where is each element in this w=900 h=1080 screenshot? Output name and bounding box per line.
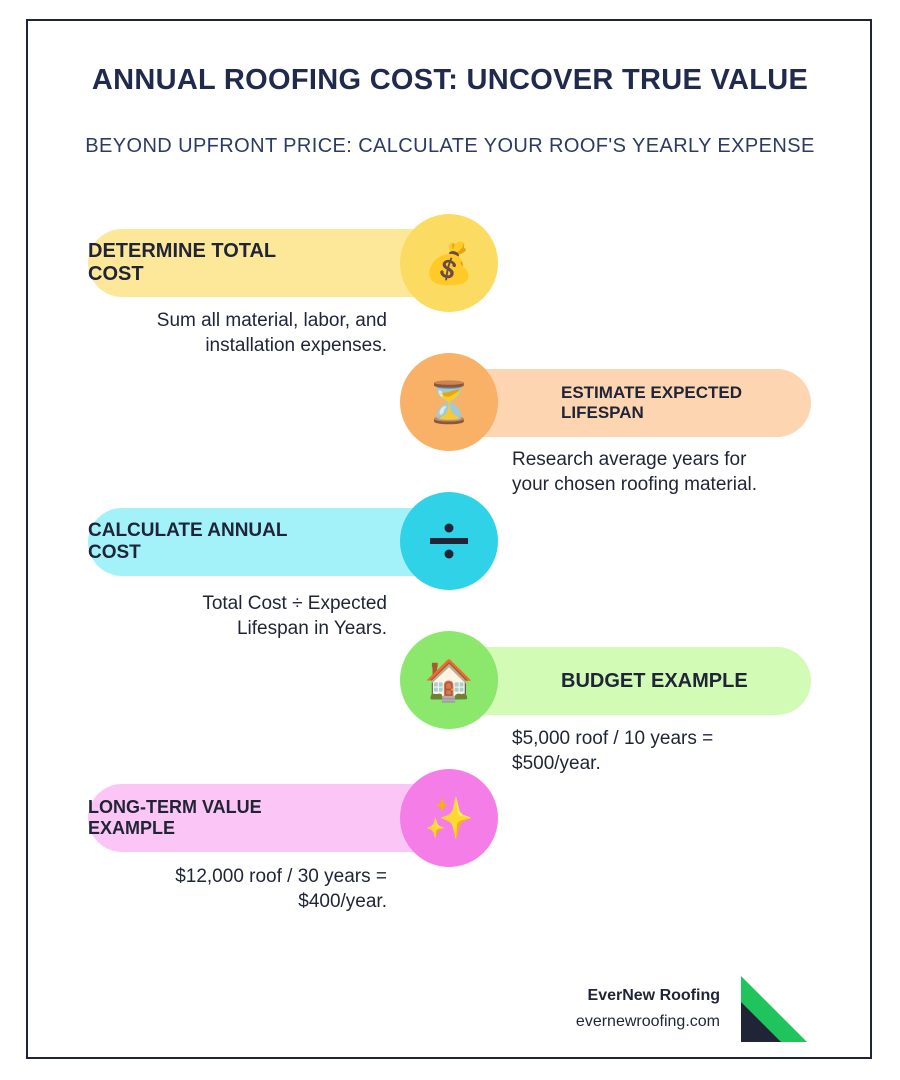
step-title: BUDGET EXAMPLE <box>561 669 748 692</box>
step-description: Total Cost ÷ Expected Lifespan in Years. <box>202 593 387 639</box>
hourglass-icon: ⏳ <box>400 353 498 451</box>
page-title: ANNUAL ROOFING COST: UNCOVER TRUE VALUE <box>91 64 809 96</box>
brand-name: EverNew Roofing <box>587 987 720 1004</box>
money-bag-icon: 💰 <box>400 214 498 312</box>
step-description: Sum all material, labor, and installation expenses. <box>156 310 387 356</box>
step-title: LONG-TERM VALUE EXAMPLE <box>88 797 262 838</box>
page-subtitle: BEYOND UPFRONT PRICE: CALCULATE YOUR ROOF'S YEARLY EXPENSE <box>85 135 815 157</box>
sparkles-icon: ✨ <box>400 769 498 867</box>
divide-icon <box>400 492 498 590</box>
step-title: ESTIMATE EXPECTED LIFESPAN <box>561 383 743 422</box>
step-description: $12,000 roof / 30 years = $400/year. <box>175 866 387 912</box>
step-title: CALCULATE ANNUAL COST <box>88 520 288 563</box>
step-description: $5,000 roof / 10 years = $500/year. <box>512 728 714 774</box>
divide-glyph <box>427 519 471 563</box>
step-description: Research average years for your chosen roofing material. <box>512 449 758 495</box>
step-title: DETERMINE TOTAL COST <box>88 240 276 285</box>
step-pill <box>88 229 448 297</box>
step-pill <box>88 508 448 576</box>
step-pill <box>449 369 811 437</box>
house-icon: 🏠 <box>400 631 498 729</box>
step-pill <box>88 784 448 852</box>
evernew-logo-icon <box>741 976 807 1042</box>
step-pill <box>449 647 811 715</box>
brand-url[interactable]: evernewroofing.com <box>575 1013 720 1030</box>
